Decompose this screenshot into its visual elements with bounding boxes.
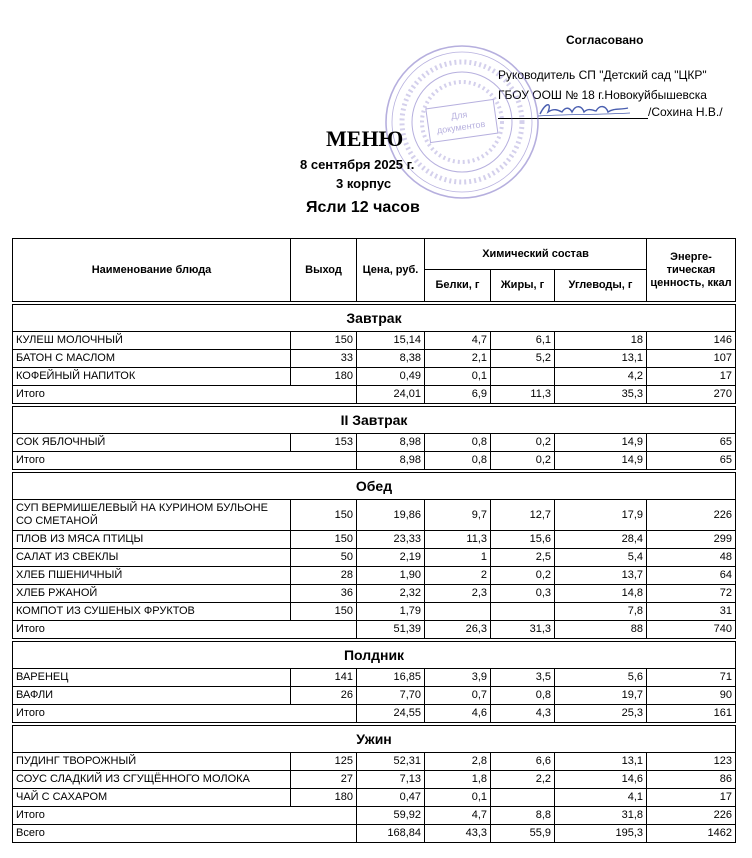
dish-carbs: 18	[555, 332, 647, 350]
page-title: МЕНЮ	[326, 126, 404, 151]
dish-kcal: 17	[647, 789, 736, 807]
column-header-yield: Выход	[291, 239, 357, 302]
dish-carbs: 5,6	[555, 669, 647, 687]
total-fat: 0,2	[491, 452, 555, 470]
dish-price: 8,98	[357, 434, 425, 452]
table-row	[13, 549, 736, 567]
section-header-row	[13, 407, 736, 434]
dish-price: 7,13	[357, 771, 425, 789]
dish-carbs: 13,7	[555, 567, 647, 585]
dish-fat: 6,6	[491, 753, 555, 771]
dish-protein: 0,1	[425, 368, 491, 386]
stamp-center-line1: Для	[450, 109, 468, 122]
dish-yield: 150	[291, 531, 357, 549]
dish-carbs: 7,8	[555, 603, 647, 621]
dish-carbs: 13,1	[555, 753, 647, 771]
section-header-row	[13, 726, 736, 753]
menu-date: 8 сентября 2025 г.	[300, 157, 415, 172]
dish-name: ХЛЕБ ПШЕНИЧНЫЙ	[13, 567, 291, 585]
dish-protein: 3,9	[425, 669, 491, 687]
dish-name: КУЛЕШ МОЛОЧНЫЙ	[13, 332, 291, 350]
total-carbs: 88	[555, 621, 647, 639]
dish-name: СУП ВЕРМИШЕЛЕВЫЙ НА КУРИНОМ БУЛЬОНЕ СО СМЕТАНОЙ	[13, 500, 291, 531]
dish-fat	[491, 789, 555, 807]
stamp-center-line2: документов	[436, 118, 486, 136]
dish-carbs: 14,8	[555, 585, 647, 603]
total-protein: 0,8	[425, 452, 491, 470]
section-total-row	[13, 807, 736, 825]
dish-name: КОМПОТ ИЗ СУШЕНЫХ ФРУКТОВ	[13, 603, 291, 621]
dish-protein: 2,1	[425, 350, 491, 368]
dish-name: ПУДИНГ ТВОРОЖНЫЙ	[13, 753, 291, 771]
total-price: 59,92	[357, 807, 425, 825]
dish-price: 0,49	[357, 368, 425, 386]
dish-fat: 0,2	[491, 567, 555, 585]
dish-yield: 50	[291, 549, 357, 567]
dish-name: ВАФЛИ	[13, 687, 291, 705]
table-row	[13, 332, 736, 350]
section-total-row	[13, 386, 736, 404]
column-header-chemical: Химический состав	[425, 239, 647, 270]
dish-carbs: 4,2	[555, 368, 647, 386]
dish-fat: 6,1	[491, 332, 555, 350]
dish-price: 23,33	[357, 531, 425, 549]
menu-body	[13, 302, 736, 843]
grand-total-carbs: 195,3	[555, 825, 647, 843]
dish-carbs: 28,4	[555, 531, 647, 549]
column-header-energy: Энерге-тическая ценность, ккал	[647, 239, 736, 302]
dish-protein: 1	[425, 549, 491, 567]
dish-price: 1,79	[357, 603, 425, 621]
dish-carbs: 17,9	[555, 500, 647, 531]
section-title: Ужин	[13, 726, 736, 753]
dish-fat: 2,5	[491, 549, 555, 567]
total-carbs: 35,3	[555, 386, 647, 404]
dish-price: 15,14	[357, 332, 425, 350]
group-label: Ясли 12 часов	[306, 199, 420, 216]
dish-carbs: 19,7	[555, 687, 647, 705]
dish-protein: 9,7	[425, 500, 491, 531]
dish-protein: 4,7	[425, 332, 491, 350]
menu-table	[12, 238, 736, 843]
total-protein: 6,9	[425, 386, 491, 404]
column-header-carbs: Углеводы, г	[555, 270, 647, 302]
dish-fat: 0,8	[491, 687, 555, 705]
dish-fat: 15,6	[491, 531, 555, 549]
dish-kcal: 107	[647, 350, 736, 368]
table-row	[13, 350, 736, 368]
column-header-price: Цена, руб.	[357, 239, 425, 302]
table-row	[13, 753, 736, 771]
dish-price: 19,86	[357, 500, 425, 531]
grand-total-protein: 43,3	[425, 825, 491, 843]
dish-name: ПЛОВ ИЗ МЯСА ПТИЦЫ	[13, 531, 291, 549]
dish-yield: 150	[291, 332, 357, 350]
dish-price: 1,90	[357, 567, 425, 585]
grand-total-price: 168,84	[357, 825, 425, 843]
table-row	[13, 789, 736, 807]
dish-yield: 180	[291, 368, 357, 386]
section-title: II Завтрак	[13, 407, 736, 434]
total-price: 24,01	[357, 386, 425, 404]
total-kcal: 226	[647, 807, 736, 825]
dish-kcal: 72	[647, 585, 736, 603]
dish-yield: 150	[291, 500, 357, 531]
dish-yield: 27	[291, 771, 357, 789]
dish-kcal: 71	[647, 669, 736, 687]
dish-price: 2,32	[357, 585, 425, 603]
dish-carbs: 14,6	[555, 771, 647, 789]
dish-fat	[491, 603, 555, 621]
dish-name: ЧАЙ С САХАРОМ	[13, 789, 291, 807]
total-fat: 4,3	[491, 705, 555, 723]
dish-name: ВАРЕНЕЦ	[13, 669, 291, 687]
dish-protein	[425, 603, 491, 621]
dish-kcal: 31	[647, 603, 736, 621]
dish-kcal: 86	[647, 771, 736, 789]
section-title: Полдник	[13, 642, 736, 669]
dish-name: БАТОН С МАСЛОМ	[13, 350, 291, 368]
dish-kcal: 48	[647, 549, 736, 567]
dish-fat: 2,2	[491, 771, 555, 789]
total-kcal: 161	[647, 705, 736, 723]
dish-price: 52,31	[357, 753, 425, 771]
total-fat: 11,3	[491, 386, 555, 404]
section-total-row	[13, 621, 736, 639]
grand-total-row	[13, 825, 736, 843]
column-header-name: Наименование блюда	[13, 239, 291, 302]
dish-fat	[491, 368, 555, 386]
dish-price: 7,70	[357, 687, 425, 705]
dish-kcal: 17	[647, 368, 736, 386]
grand-total-label: Всего	[13, 825, 357, 843]
section-total-row	[13, 705, 736, 723]
column-header-fat: Жиры, г	[491, 270, 555, 302]
total-price: 24,55	[357, 705, 425, 723]
organization-stamp	[382, 42, 542, 202]
dish-price: 16,85	[357, 669, 425, 687]
dish-fat: 3,5	[491, 669, 555, 687]
dish-name: ХЛЕБ РЖАНОЙ	[13, 585, 291, 603]
table-row	[13, 669, 736, 687]
section-total-row	[13, 452, 736, 470]
dish-carbs: 13,1	[555, 350, 647, 368]
dish-kcal: 299	[647, 531, 736, 549]
grand-total-kcal: 1462	[647, 825, 736, 843]
dish-name: САЛАТ ИЗ СВЕКЛЫ	[13, 549, 291, 567]
dish-price: 8,38	[357, 350, 425, 368]
building-label: 3 корпус	[336, 176, 392, 191]
dish-kcal: 123	[647, 753, 736, 771]
dish-carbs: 5,4	[555, 549, 647, 567]
total-label: Итого	[13, 807, 357, 825]
table-row	[13, 531, 736, 549]
dish-kcal: 64	[647, 567, 736, 585]
table-row	[13, 500, 736, 531]
total-protein: 26,3	[425, 621, 491, 639]
dish-protein: 0,1	[425, 789, 491, 807]
dish-protein: 2,8	[425, 753, 491, 771]
section-header-row	[13, 305, 736, 332]
dish-fat: 0,3	[491, 585, 555, 603]
table-row	[13, 585, 736, 603]
dish-kcal: 65	[647, 434, 736, 452]
table-row	[13, 771, 736, 789]
dish-protein: 2	[425, 567, 491, 585]
total-label: Итого	[13, 621, 357, 639]
total-kcal: 270	[647, 386, 736, 404]
grand-total-fat: 55,9	[491, 825, 555, 843]
dish-name: СОК ЯБЛОЧНЫЙ	[13, 434, 291, 452]
dish-carbs: 4,1	[555, 789, 647, 807]
dish-fat: 12,7	[491, 500, 555, 531]
total-kcal: 740	[647, 621, 736, 639]
table-row	[13, 434, 736, 452]
dish-protein: 0,7	[425, 687, 491, 705]
dish-fat: 5,2	[491, 350, 555, 368]
total-price: 8,98	[357, 452, 425, 470]
handwritten-signature	[536, 98, 632, 120]
dish-yield: 141	[291, 669, 357, 687]
total-protein: 4,7	[425, 807, 491, 825]
column-header-protein: Белки, г	[425, 270, 491, 302]
table-row	[13, 687, 736, 705]
total-price: 51,39	[357, 621, 425, 639]
dish-protein: 2,3	[425, 585, 491, 603]
dish-protein: 1,8	[425, 771, 491, 789]
total-protein: 4,6	[425, 705, 491, 723]
total-carbs: 31,8	[555, 807, 647, 825]
total-label: Итого	[13, 452, 357, 470]
dish-price: 2,19	[357, 549, 425, 567]
table-row	[13, 368, 736, 386]
dish-kcal: 90	[647, 687, 736, 705]
total-label: Итого	[13, 705, 357, 723]
total-label: Итого	[13, 386, 357, 404]
dish-yield: 153	[291, 434, 357, 452]
dish-kcal: 226	[647, 500, 736, 531]
table-row	[13, 603, 736, 621]
signature-name: /Сохина Н.В./	[648, 105, 723, 119]
approval-label: Согласовано	[566, 33, 644, 47]
dish-protein: 11,3	[425, 531, 491, 549]
dish-yield: 33	[291, 350, 357, 368]
dish-yield: 28	[291, 567, 357, 585]
dish-name: СОУС СЛАДКИЙ ИЗ СГУЩЁННОГО МОЛОКА	[13, 771, 291, 789]
head-position-line: Руководитель СП "Детский сад "ЦКР"	[498, 68, 707, 82]
dish-yield: 125	[291, 753, 357, 771]
section-header-row	[13, 473, 736, 500]
dish-yield: 150	[291, 603, 357, 621]
dish-name: КОФЕЙНЫЙ НАПИТОК	[13, 368, 291, 386]
table-row	[13, 567, 736, 585]
dish-price: 0,47	[357, 789, 425, 807]
dish-protein: 0,8	[425, 434, 491, 452]
total-fat: 8,8	[491, 807, 555, 825]
section-title: Завтрак	[13, 305, 736, 332]
section-header-row	[13, 642, 736, 669]
dish-yield: 36	[291, 585, 357, 603]
total-fat: 31,3	[491, 621, 555, 639]
head-organization-line: ГБОУ ООШ № 18 г.Новокуйбышевска	[498, 88, 707, 102]
total-carbs: 14,9	[555, 452, 647, 470]
total-kcal: 65	[647, 452, 736, 470]
dish-carbs: 14,9	[555, 434, 647, 452]
dish-yield: 180	[291, 789, 357, 807]
dish-fat: 0,2	[491, 434, 555, 452]
section-title: Обед	[13, 473, 736, 500]
total-carbs: 25,3	[555, 705, 647, 723]
dish-kcal: 146	[647, 332, 736, 350]
dish-yield: 26	[291, 687, 357, 705]
